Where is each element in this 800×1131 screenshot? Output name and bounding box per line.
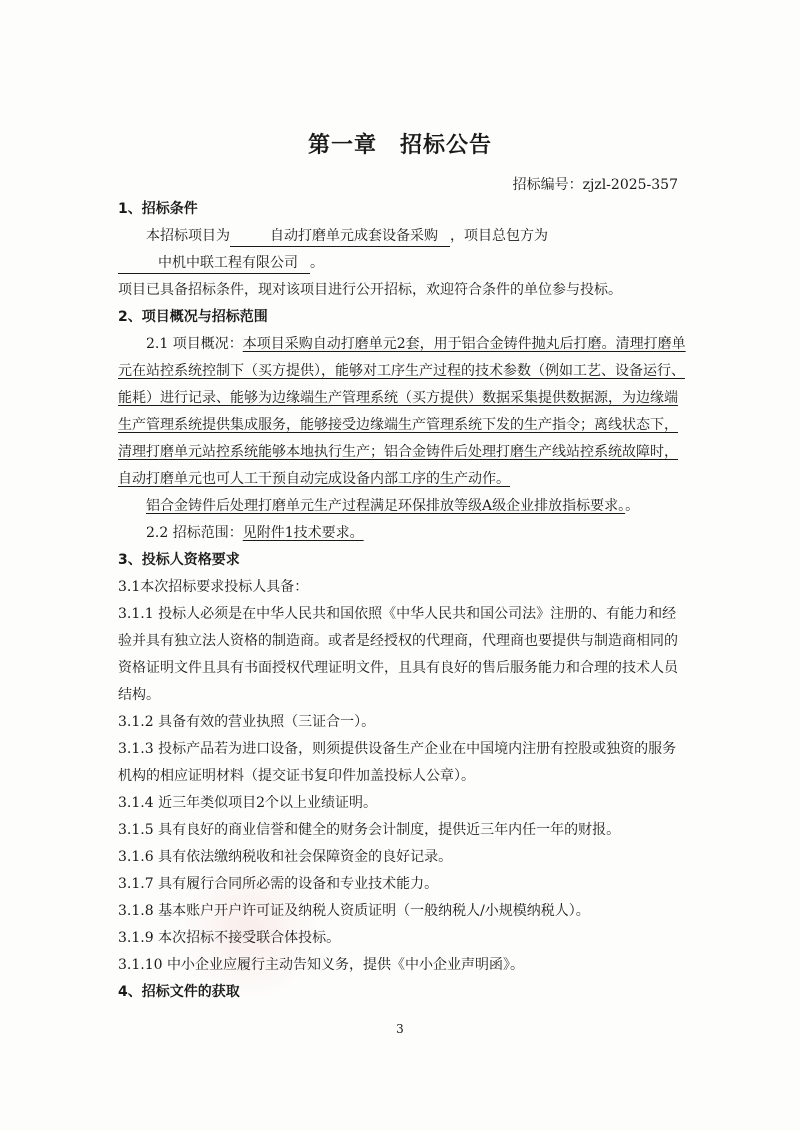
section-1-paragraph: [118, 223, 688, 277]
document-body: [118, 196, 688, 1006]
text-run: 本招标项目为: [146, 228, 230, 244]
scope-label: 2.2 招标范围：: [146, 525, 243, 541]
project-overview: [118, 331, 688, 493]
tender-scope: [118, 520, 688, 547]
chapter-title: 第一章 招标公告: [307, 133, 492, 158]
qualification-item: 3.1.10 中小企业应履行主动告知义务，提供《中小企业声明函》。: [118, 957, 524, 973]
qualification-item: 3.1.4 近三年类似项目2个以上业绩证明。: [118, 795, 377, 811]
tender-number: 招标编号：zjzl-2025-357: [512, 177, 678, 193]
env-tail: 。: [625, 498, 640, 514]
qualification-intro: 3.1本次招标要求投标人具备：: [118, 579, 309, 595]
overview-text: 本项目采购自动打磨单元2套，用于铝合金铸件抛丸后打磨。清理打磨单元在站控系统控制下（买方提供），能够对工序生产过程的技术参数（例如工艺、设备运行、能耗）进行记录、能够为边缘端生产管理系统（买方提供）数据采集提供数据源，为边缘端生产管理系统提供集成服务，能够接受边缘端生产管理系统下发的生产指令；离线状态下，清理打磨单元站控系统能够本地执行生产；铝合金铸件后处理打磨生产线站控系统故障时，自动打磨单元也可人工干预自动完成设备内部工序的生产动作。: [118, 336, 686, 487]
text-run: ，项目总包方为: [450, 228, 548, 244]
qualification-list: [118, 601, 688, 979]
section-4-heading: 4、招标文件的获取: [118, 984, 240, 1000]
qualification-item: 3.1.3 投标产品若为进口设备，则须提供设备生产企业在中国境内注册有控股或独资的服务机构的相应证明材料（提交证书复印件加盖投标人公章）。: [118, 741, 677, 784]
qualification-item: 3.1.1 投标人必须是在中华人民共和国依照《中华人民共和国公司法》注册的、有能力和经验并具有独立法人资格的制造商。或者是经授权的代理商，代理商也要提供与制造商相同的资格证明文件且具有书面授权代理证明文件，且具有良好的售后服务能力和合理的技术人员结构。: [118, 606, 678, 703]
scope-text: 见附件1技术要求。: [242, 525, 364, 541]
project-name: 自动打磨单元成套设备采购: [230, 226, 450, 247]
overview-label: 2.1 项目概况：: [146, 336, 243, 352]
page-number: 3: [396, 1022, 404, 1036]
qualification-item: 3.1.6 具有依法缴纳税收和社会保障资金的良好记录。: [118, 849, 453, 865]
environmental-requirement: [118, 493, 688, 520]
qualification-item: 3.1.7 具有履行合同所必需的设备和专业技术能力。: [118, 876, 439, 892]
text-run: 。: [310, 255, 324, 271]
qualification-item: 3.1.8 基本账户开户许可证及纳税人资质证明（一般纳税人/小规模纳税人）。: [118, 903, 590, 919]
contractor-name: 中机中联工程有限公司: [118, 253, 310, 274]
qualification-item: 3.1.2 具备有效的营业执照（三证合一）。: [118, 714, 376, 730]
qualification-item: 3.1.9 本次招标不接受联合体投标。: [118, 930, 341, 946]
section-2-heading: 2、项目概况与招标范围: [118, 309, 268, 325]
section-1-heading: 1、招标条件: [118, 201, 198, 217]
section-3-heading: 3、投标人资格要求: [118, 552, 240, 568]
qualification-item: 3.1.5 具有良好的商业信誉和健全的财务会计制度，提供近三年内任一年的财报。: [118, 822, 621, 838]
env-text: 铝合金铸件后处理打磨单元生产过程满足环保排放等级A级企业排放指标要求。: [146, 498, 626, 514]
section-1-paragraph-2: 项目已具备招标条件，现对该项目进行公开招标，欢迎符合条件的单位参与投标。: [118, 282, 622, 298]
